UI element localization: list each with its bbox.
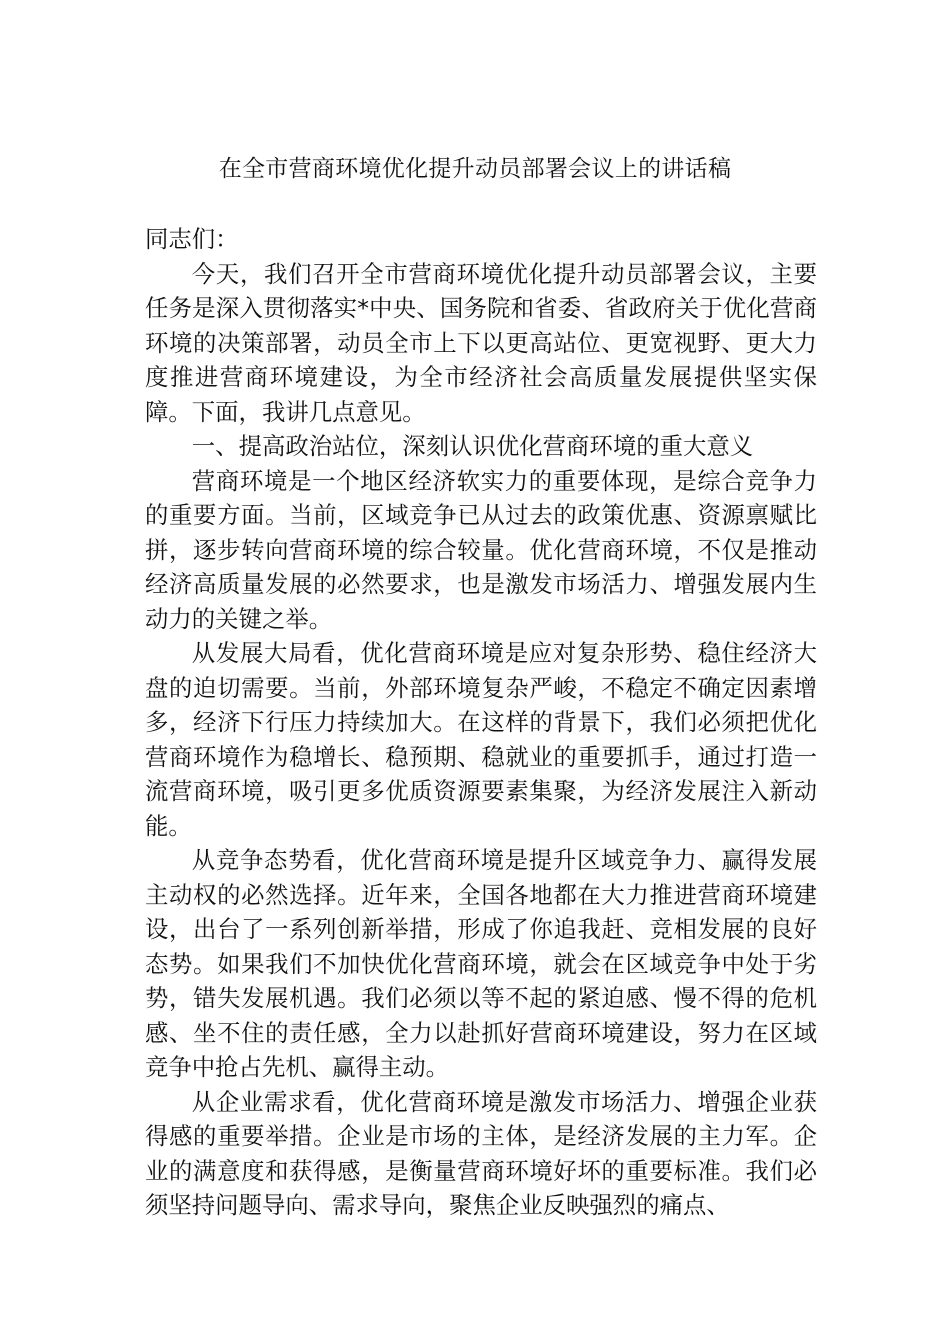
section-heading-1: 一、提高政治站位，深刻认识优化营商环境的重大意义 xyxy=(191,432,754,460)
document-title: 在全市营商环境优化提升动员部署会议上的讲话稿 xyxy=(218,156,732,182)
paragraph-competition-perspective: 从竞争态势看，优化营商环境是提升区域竞争力、赢得发展主动权的必然选择。近年来，全国各地都在大力推进营商环境建设，出台了一系列创新举措，形成了你追我赶、竞相发展的良好态势。如果我们不加快优化营商环境，就会在区域竞争中处于劣势，错失发展机遇。我们必须以等不起的紧迫感、慢不得的危机感、坐不住的责任感，全力以赴抓好营商环境建设，努力在区域竞争中抢占先机、赢得主动。 xyxy=(145,846,817,1081)
paragraph-development-perspective: 从发展大局看，优化营商环境是应对复杂形势、稳住经济大盘的迫切需要。当前，外部环境复杂严峻，不稳定不确定因素增多，经济下行压力持续加大。在这样的背景下，我们必须把优化营商环境作为稳增长、稳预期、稳就业的重要抓手，通过打造一流营商环境，吸引更多优质资源要素集聚，为经济发展注入新动能。 xyxy=(145,639,817,840)
document-body xyxy=(145,222,817,1223)
paragraph-significance: 营商环境是一个地区经济软实力的重要体现，是综合竞争力的重要方面。当前，区域竞争已从过去的政策优惠、资源禀赋比拼，逐步转向营商环境的综合较量。优化营商环境，不仅是推动经济高质量发展的必然要求，也是激发市场活力、增强发展内生动力的关键之举。 xyxy=(145,466,817,633)
paragraph-intro: 今天，我们召开全市营商环境优化提升动员部署会议，主要任务是深入贯彻落实*中央、国务院和省委、省政府关于优化营商环境的决策部署，动员全市上下以更高站位、更宽视野、更大力度推进营商环境建设，为全市经济社会高质量发展提供坚实保障。下面，我讲几点意见。 xyxy=(145,259,817,426)
paragraph-enterprise-perspective: 从企业需求看，优化营商环境是激发市场活力、增强企业获得感的重要举措。企业是市场的主体，是经济发展的主力军。企业的满意度和获得感，是衡量营商环境好坏的重要标准。我们必须坚持问题导向、需求导向，聚焦企业反映强烈的痛点、 xyxy=(145,1087,817,1219)
salutation: 同志们： xyxy=(145,225,239,253)
